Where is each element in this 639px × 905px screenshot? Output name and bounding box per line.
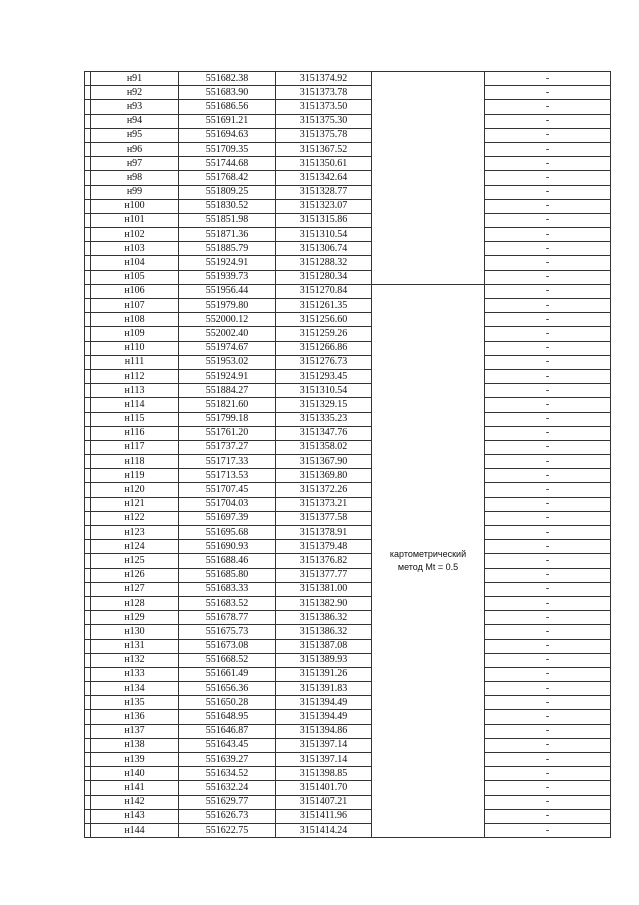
table-row	[85, 767, 611, 781]
y-coordinate-cell: 3151381.00	[276, 582, 372, 596]
table-row	[85, 270, 611, 284]
point-number-cell: н99	[91, 185, 179, 199]
y-coordinate-cell: 3151367.52	[276, 142, 372, 156]
y-coordinate-cell: 3151382.90	[276, 596, 372, 610]
note-cell: -	[485, 795, 611, 809]
point-number-cell: н102	[91, 228, 179, 242]
x-coordinate-cell: 551697.39	[179, 511, 276, 525]
table-row	[85, 582, 611, 596]
table-row	[85, 738, 611, 752]
method-accuracy: метод Mt = 0.5	[397, 561, 459, 572]
table-row	[85, 398, 611, 412]
note-cell: -	[485, 653, 611, 667]
y-coordinate-cell: 3151377.58	[276, 511, 372, 525]
note-cell: -	[485, 497, 611, 511]
y-coordinate-cell: 3151375.30	[276, 114, 372, 128]
y-coordinate-cell: 3151373.50	[276, 100, 372, 114]
y-coordinate-cell: 3151386.32	[276, 611, 372, 625]
x-coordinate-cell: 551979.80	[179, 299, 276, 313]
x-coordinate-cell: 551690.93	[179, 540, 276, 554]
method-cell-group-1	[372, 72, 485, 285]
method-name: картометрический	[389, 548, 467, 559]
x-coordinate-cell: 551830.52	[179, 199, 276, 213]
x-coordinate-cell: 551632.24	[179, 781, 276, 795]
point-number-cell: н138	[91, 738, 179, 752]
point-number-cell: н100	[91, 199, 179, 213]
y-coordinate-cell: 3151293.45	[276, 369, 372, 383]
point-number-cell: н115	[91, 412, 179, 426]
table-row	[85, 384, 611, 398]
point-number-cell: н105	[91, 270, 179, 284]
table-row	[85, 682, 611, 696]
y-coordinate-cell: 3151391.83	[276, 682, 372, 696]
note-cell: -	[485, 157, 611, 171]
table-row	[85, 611, 611, 625]
point-number-cell: н144	[91, 823, 179, 837]
y-coordinate-cell: 3151397.14	[276, 753, 372, 767]
note-cell: -	[485, 823, 611, 837]
x-coordinate-cell: 551694.63	[179, 128, 276, 142]
y-coordinate-cell: 3151280.34	[276, 270, 372, 284]
point-number-cell: н135	[91, 696, 179, 710]
table-row	[85, 256, 611, 270]
table-row	[85, 568, 611, 582]
point-number-cell: н141	[91, 781, 179, 795]
point-number-cell: н118	[91, 455, 179, 469]
y-coordinate-cell: 3151373.21	[276, 497, 372, 511]
note-cell: -	[485, 753, 611, 767]
note-cell: -	[485, 369, 611, 383]
table-row	[85, 696, 611, 710]
point-number-cell: н116	[91, 426, 179, 440]
point-number-cell: н114	[91, 398, 179, 412]
y-coordinate-cell: 3151387.08	[276, 639, 372, 653]
point-number-cell: н121	[91, 497, 179, 511]
note-cell: -	[485, 299, 611, 313]
x-coordinate-cell: 551643.45	[179, 738, 276, 752]
x-coordinate-cell: 551656.36	[179, 682, 276, 696]
x-coordinate-cell: 551626.73	[179, 809, 276, 823]
point-number-cell: н94	[91, 114, 179, 128]
x-coordinate-cell: 551821.60	[179, 398, 276, 412]
note-cell: -	[485, 469, 611, 483]
note-cell: -	[485, 256, 611, 270]
table-row	[85, 526, 611, 540]
note-cell: -	[485, 384, 611, 398]
note-cell: -	[485, 398, 611, 412]
point-number-cell: н124	[91, 540, 179, 554]
point-number-cell: н91	[91, 72, 179, 86]
note-cell: -	[485, 72, 611, 86]
table-row	[85, 596, 611, 610]
note-cell: -	[485, 440, 611, 454]
table-row	[85, 781, 611, 795]
point-number-cell: н131	[91, 639, 179, 653]
note-cell: -	[485, 724, 611, 738]
table-row	[85, 497, 611, 511]
note-cell: -	[485, 213, 611, 227]
x-coordinate-cell: 551629.77	[179, 795, 276, 809]
y-coordinate-cell: 3151391.26	[276, 667, 372, 681]
table-row	[85, 667, 611, 681]
note-cell: -	[485, 455, 611, 469]
point-number-cell: н109	[91, 327, 179, 341]
point-number-cell: н133	[91, 667, 179, 681]
y-coordinate-cell: 3151397.14	[276, 738, 372, 752]
note-cell: -	[485, 696, 611, 710]
y-coordinate-cell: 3151414.24	[276, 823, 372, 837]
x-coordinate-cell: 551695.68	[179, 526, 276, 540]
note-cell: -	[485, 142, 611, 156]
x-coordinate-cell: 551768.42	[179, 171, 276, 185]
table-row	[85, 483, 611, 497]
x-coordinate-cell: 551688.46	[179, 554, 276, 568]
x-coordinate-cell: 551885.79	[179, 242, 276, 256]
y-coordinate-cell: 3151386.32	[276, 625, 372, 639]
point-number-cell: н143	[91, 809, 179, 823]
point-number-cell: н127	[91, 582, 179, 596]
point-number-cell: н119	[91, 469, 179, 483]
y-coordinate-cell: 3151398.85	[276, 767, 372, 781]
point-number-cell: н137	[91, 724, 179, 738]
point-number-cell: н140	[91, 767, 179, 781]
note-cell: -	[485, 511, 611, 525]
table-row	[85, 242, 611, 256]
y-coordinate-cell: 3151394.86	[276, 724, 372, 738]
y-coordinate-cell: 3151376.82	[276, 554, 372, 568]
point-number-cell: н130	[91, 625, 179, 639]
note-cell: -	[485, 270, 611, 284]
x-coordinate-cell: 551650.28	[179, 696, 276, 710]
y-coordinate-cell: 3151374.92	[276, 72, 372, 86]
table-row	[85, 823, 611, 837]
x-coordinate-cell: 551686.56	[179, 100, 276, 114]
note-cell: -	[485, 540, 611, 554]
table-row	[85, 369, 611, 383]
x-coordinate-cell: 551685.80	[179, 568, 276, 582]
y-coordinate-cell: 3151329.15	[276, 398, 372, 412]
table-row	[85, 284, 611, 298]
point-number-cell: н139	[91, 753, 179, 767]
point-number-cell: н103	[91, 242, 179, 256]
table-row	[85, 72, 611, 86]
point-number-cell: н108	[91, 313, 179, 327]
note-cell: -	[485, 86, 611, 100]
y-coordinate-cell: 3151306.74	[276, 242, 372, 256]
table-row	[85, 554, 611, 568]
y-coordinate-cell: 3151323.07	[276, 199, 372, 213]
point-number-cell: н101	[91, 213, 179, 227]
table-row	[85, 710, 611, 724]
table-row	[85, 142, 611, 156]
y-coordinate-cell: 3151261.35	[276, 299, 372, 313]
table-row	[85, 199, 611, 213]
table-row	[85, 426, 611, 440]
coordinates-table	[84, 71, 611, 838]
x-coordinate-cell: 551924.91	[179, 256, 276, 270]
y-coordinate-cell: 3151328.77	[276, 185, 372, 199]
note-cell: -	[485, 639, 611, 653]
table-row	[85, 724, 611, 738]
x-coordinate-cell: 551683.90	[179, 86, 276, 100]
note-cell: -	[485, 228, 611, 242]
y-coordinate-cell: 3151315.86	[276, 213, 372, 227]
point-number-cell: н92	[91, 86, 179, 100]
note-cell: -	[485, 667, 611, 681]
point-number-cell: н96	[91, 142, 179, 156]
x-coordinate-cell: 551661.49	[179, 667, 276, 681]
x-coordinate-cell: 551646.87	[179, 724, 276, 738]
note-cell: -	[485, 682, 611, 696]
table-row	[85, 455, 611, 469]
x-coordinate-cell: 551673.08	[179, 639, 276, 653]
x-coordinate-cell: 551974.67	[179, 341, 276, 355]
x-coordinate-cell: 551956.44	[179, 284, 276, 298]
note-cell: -	[485, 483, 611, 497]
note-cell: -	[485, 313, 611, 327]
table-row	[85, 86, 611, 100]
point-number-cell: н107	[91, 299, 179, 313]
y-coordinate-cell: 3151379.48	[276, 540, 372, 554]
y-coordinate-cell: 3151372.26	[276, 483, 372, 497]
note-cell: -	[485, 568, 611, 582]
note-cell: -	[485, 100, 611, 114]
x-coordinate-cell: 551683.33	[179, 582, 276, 596]
y-coordinate-cell: 3151358.02	[276, 440, 372, 454]
note-cell: -	[485, 767, 611, 781]
y-coordinate-cell: 3151259.26	[276, 327, 372, 341]
point-number-cell: н132	[91, 653, 179, 667]
y-coordinate-cell: 3151394.49	[276, 710, 372, 724]
table-row	[85, 185, 611, 199]
y-coordinate-cell: 3151270.84	[276, 284, 372, 298]
note-cell: -	[485, 596, 611, 610]
table-row	[85, 228, 611, 242]
x-coordinate-cell: 551668.52	[179, 653, 276, 667]
table-row	[85, 355, 611, 369]
x-coordinate-cell: 551761.20	[179, 426, 276, 440]
table-row	[85, 341, 611, 355]
y-coordinate-cell: 3151378.91	[276, 526, 372, 540]
table-row	[85, 795, 611, 809]
table-row	[85, 653, 611, 667]
note-cell: -	[485, 738, 611, 752]
note-cell: -	[485, 554, 611, 568]
y-coordinate-cell: 3151401.70	[276, 781, 372, 795]
table-row	[85, 753, 611, 767]
y-coordinate-cell: 3151373.78	[276, 86, 372, 100]
x-coordinate-cell: 551622.75	[179, 823, 276, 837]
point-number-cell: н126	[91, 568, 179, 582]
y-coordinate-cell: 3151411.96	[276, 809, 372, 823]
table-row	[85, 639, 611, 653]
y-coordinate-cell: 3151276.73	[276, 355, 372, 369]
y-coordinate-cell: 3151310.54	[276, 228, 372, 242]
y-coordinate-cell: 3151389.93	[276, 653, 372, 667]
point-number-cell: н128	[91, 596, 179, 610]
table-row	[85, 809, 611, 823]
table-row	[85, 327, 611, 341]
note-cell: -	[485, 582, 611, 596]
note-cell: -	[485, 341, 611, 355]
point-number-cell: н104	[91, 256, 179, 270]
x-coordinate-cell: 551648.95	[179, 710, 276, 724]
table-row	[85, 440, 611, 454]
x-coordinate-cell: 551691.21	[179, 114, 276, 128]
x-coordinate-cell: 551678.77	[179, 611, 276, 625]
note-cell: -	[485, 426, 611, 440]
note-cell: -	[485, 327, 611, 341]
y-coordinate-cell: 3151377.77	[276, 568, 372, 582]
x-coordinate-cell: 551884.27	[179, 384, 276, 398]
point-number-cell: н136	[91, 710, 179, 724]
y-coordinate-cell: 3151350.61	[276, 157, 372, 171]
x-coordinate-cell: 551851.98	[179, 213, 276, 227]
x-coordinate-cell: 551707.45	[179, 483, 276, 497]
note-cell: -	[485, 128, 611, 142]
note-cell: -	[485, 171, 611, 185]
point-number-cell: н117	[91, 440, 179, 454]
note-cell: -	[485, 284, 611, 298]
note-cell: -	[485, 185, 611, 199]
table-row	[85, 313, 611, 327]
y-coordinate-cell: 3151342.64	[276, 171, 372, 185]
table-row	[85, 412, 611, 426]
note-cell: -	[485, 114, 611, 128]
x-coordinate-cell: 551709.35	[179, 142, 276, 156]
note-cell: -	[485, 611, 611, 625]
x-coordinate-cell: 551871.36	[179, 228, 276, 242]
y-coordinate-cell: 3151288.32	[276, 256, 372, 270]
x-coordinate-cell: 551924.91	[179, 369, 276, 383]
x-coordinate-cell: 551675.73	[179, 625, 276, 639]
point-number-cell: н113	[91, 384, 179, 398]
point-number-cell: н120	[91, 483, 179, 497]
point-number-cell: н95	[91, 128, 179, 142]
table-row	[85, 100, 611, 114]
point-number-cell: н111	[91, 355, 179, 369]
x-coordinate-cell: 551682.38	[179, 72, 276, 86]
x-coordinate-cell: 551639.27	[179, 753, 276, 767]
x-coordinate-cell: 551953.02	[179, 355, 276, 369]
table-row	[85, 114, 611, 128]
y-coordinate-cell: 3151347.76	[276, 426, 372, 440]
y-coordinate-cell: 3151367.90	[276, 455, 372, 469]
x-coordinate-cell: 551809.25	[179, 185, 276, 199]
point-number-cell: н142	[91, 795, 179, 809]
coordinates-table-body	[85, 72, 611, 838]
note-cell: -	[485, 625, 611, 639]
table-row	[85, 625, 611, 639]
table-row	[85, 171, 611, 185]
table-row	[85, 511, 611, 525]
x-coordinate-cell: 551744.68	[179, 157, 276, 171]
y-coordinate-cell: 3151310.54	[276, 384, 372, 398]
note-cell: -	[485, 809, 611, 823]
note-cell: -	[485, 781, 611, 795]
x-coordinate-cell: 551799.18	[179, 412, 276, 426]
point-number-cell: н98	[91, 171, 179, 185]
point-number-cell: н134	[91, 682, 179, 696]
point-number-cell: н110	[91, 341, 179, 355]
table-row	[85, 469, 611, 483]
y-coordinate-cell: 3151394.49	[276, 696, 372, 710]
point-number-cell: н125	[91, 554, 179, 568]
y-coordinate-cell: 3151335.23	[276, 412, 372, 426]
x-coordinate-cell: 552000.12	[179, 313, 276, 327]
point-number-cell: н112	[91, 369, 179, 383]
y-coordinate-cell: 3151375.78	[276, 128, 372, 142]
point-number-cell: н122	[91, 511, 179, 525]
y-coordinate-cell: 3151256.60	[276, 313, 372, 327]
x-coordinate-cell: 552002.40	[179, 327, 276, 341]
table-row	[85, 213, 611, 227]
x-coordinate-cell: 551704.03	[179, 497, 276, 511]
x-coordinate-cell: 551634.52	[179, 767, 276, 781]
x-coordinate-cell: 551683.52	[179, 596, 276, 610]
x-coordinate-cell: 551939.73	[179, 270, 276, 284]
table-row	[85, 128, 611, 142]
table-row	[85, 157, 611, 171]
point-number-cell: н129	[91, 611, 179, 625]
x-coordinate-cell: 551737.27	[179, 440, 276, 454]
note-cell: -	[485, 355, 611, 369]
x-coordinate-cell: 551717.33	[179, 455, 276, 469]
note-cell: -	[485, 412, 611, 426]
table-row	[85, 299, 611, 313]
y-coordinate-cell: 3151407.21	[276, 795, 372, 809]
note-cell: -	[485, 710, 611, 724]
method-cell-group-2	[372, 284, 485, 837]
point-number-cell: н93	[91, 100, 179, 114]
note-cell: -	[485, 242, 611, 256]
note-cell: -	[485, 199, 611, 213]
point-number-cell: н106	[91, 284, 179, 298]
y-coordinate-cell: 3151266.86	[276, 341, 372, 355]
x-coordinate-cell: 551713.53	[179, 469, 276, 483]
point-number-cell: н97	[91, 157, 179, 171]
table-row	[85, 540, 611, 554]
note-cell: -	[485, 526, 611, 540]
point-number-cell: н123	[91, 526, 179, 540]
y-coordinate-cell: 3151369.80	[276, 469, 372, 483]
